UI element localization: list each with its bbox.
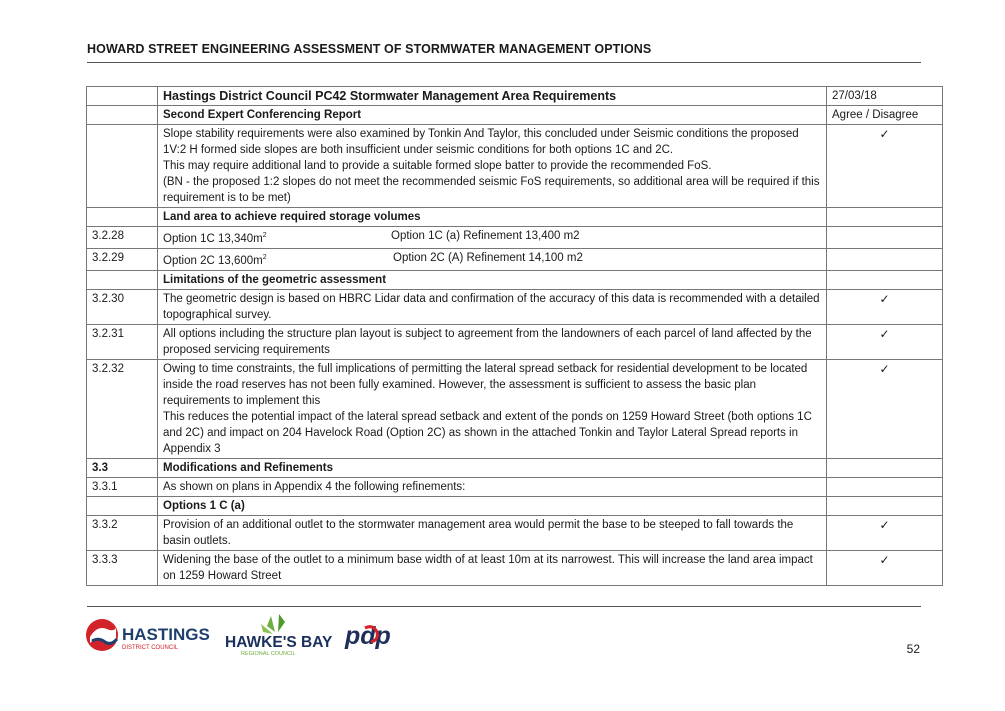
table-title-row [87, 87, 943, 106]
ref-number: 3.3.1 [87, 477, 158, 496]
agree-cell [827, 515, 943, 550]
option-2c-area [158, 248, 827, 270]
row-text: Provision of an additional outlet to the stormwater management area would permit the base to be steeped to fall towards the basin outlets. [158, 515, 827, 550]
agree-cell [827, 125, 943, 208]
table-row [87, 515, 943, 550]
check-mark-icon: ✓ [879, 552, 890, 567]
check-mark-icon: ✓ [879, 517, 890, 532]
ref-number: 3.2.31 [87, 324, 158, 359]
hawkes-bay-regional-council-logo [223, 612, 338, 657]
ref-number: 3.3.2 [87, 515, 158, 550]
ref-number: 3.2.32 [87, 359, 158, 458]
row-text [158, 359, 827, 458]
agree-cell [827, 208, 943, 227]
option-1c-area [158, 227, 827, 249]
agree-cell [827, 289, 943, 324]
modifications-heading: Modifications and Refinements [158, 458, 827, 477]
option-1c-refinement: Option 1C (a) Refinement 13,400 m2 [391, 230, 580, 242]
row-text-para-1: Owing to time constraints, the full implications of permitting the lateral spread setback for residential development to be located inside the road reserves has not been fully examined. However, the assessment is sufficient to assess the basic plan requirements to implement this [163, 362, 808, 407]
ref-number: 3.2.30 [87, 289, 158, 324]
agree-disagree-header: Agree / Disagree [827, 106, 943, 125]
agree-cell [827, 359, 943, 458]
table-row [87, 227, 943, 249]
ref-number: 3.2.28 [87, 227, 158, 249]
page-header-title: HOWARD STREET ENGINEERING ASSESSMENT OF STORMWATER MANAGEMENT OPTIONS [87, 42, 652, 56]
ref-cell [87, 125, 158, 208]
hastings-district-council-logo [85, 615, 210, 657]
agree-cell [827, 324, 943, 359]
table-subtitle: Second Expert Conferencing Report [158, 106, 827, 125]
row-text-para-2: This reduces the potential impact of the lateral spread setback and extent of the ponds on 1259 Howard Street (both options 1C and 2C) and impact on 204 Havelock Road (Option 2C) as shown in the attached Tonkin and Taylor Lateral Spread reports in Appendix 3 [163, 410, 812, 455]
options-1c-a-heading: Options 1 C (a) [158, 496, 827, 515]
hbrc-logo-sub: REGIONAL COUNCIL [241, 651, 296, 657]
hbrc-leaf-icon [267, 616, 275, 632]
slope-stability-text [158, 125, 827, 208]
row-text: All options including the structure plan layout is subject to agreement from the landowners of each parcel of land affected by the proposed servicing requirements [158, 324, 827, 359]
ref-cell [87, 208, 158, 227]
ref-number: 3.3.3 [87, 550, 158, 585]
header-divider [87, 62, 921, 63]
agree-cell [827, 270, 943, 289]
ref-cell [87, 270, 158, 289]
agree-cell [827, 227, 943, 249]
footer-divider [87, 606, 921, 607]
requirements-table [86, 86, 943, 586]
hastings-logo-name: HASTINGS [122, 625, 210, 644]
section-heading-row [87, 458, 943, 477]
section-heading-row [87, 208, 943, 227]
slope-para-3: (BN - the proposed 1:2 slopes do not meet the recommended seismic FoS requirements, so additional area will be required if this requirement is to be met) [163, 176, 820, 204]
pdp-logo [343, 618, 403, 654]
table-row [87, 550, 943, 585]
pdp-logo-text: pdp [345, 622, 391, 650]
table-row [87, 477, 943, 496]
section-heading-row [87, 496, 943, 515]
hbrc-logo-name: HAWKE'S BAY [225, 634, 333, 651]
hastings-logo-sub: DISTRICT COUNCIL [122, 645, 179, 651]
slope-para-2: This may require additional land to provide a suitable formed slope batter to provide the recommended FoS. [163, 160, 712, 172]
table-row [87, 324, 943, 359]
ref-number: 3.3 [87, 458, 158, 477]
table-subtitle-row [87, 106, 943, 125]
row-text: As shown on plans in Appendix 4 the following refinements: [158, 477, 827, 496]
table-row [87, 359, 943, 458]
agree-cell [827, 550, 943, 585]
table-title: Hastings District Council PC42 Stormwater Management Area Requirements [158, 87, 827, 106]
ref-cell [87, 496, 158, 515]
check-mark-icon: ✓ [879, 127, 890, 141]
row-text: The geometric design is based on HBRC Lidar data and confirmation of the accuracy of this data is recommended with a detailed topographical survey. [158, 289, 827, 324]
agree-cell [827, 496, 943, 515]
table-row [87, 248, 943, 270]
row-text: Widening the base of the outlet to a minimum base width of at least 10m at its narrowest. This will increase the land area impact on 1259 Howard Street [158, 550, 827, 585]
option-2c-refinement: Option 2C (A) Refinement 14,100 m2 [393, 251, 583, 264]
check-mark-icon: ✓ [879, 361, 890, 376]
limitations-heading: Limitations of the geometric assessment [158, 270, 827, 289]
hbrc-leaf-icon [278, 614, 285, 632]
agree-cell [827, 248, 943, 270]
ref-number: 3.2.29 [87, 248, 158, 270]
report-date: 27/03/18 [827, 87, 943, 106]
section-heading-row [87, 270, 943, 289]
page-number: 52 [906, 642, 920, 656]
agree-cell [827, 477, 943, 496]
ref-cell [87, 87, 158, 106]
table-row [87, 125, 943, 208]
land-area-heading: Land area to achieve required storage volumes [158, 208, 827, 227]
check-mark-icon: ✓ [879, 291, 890, 306]
table-row [87, 289, 943, 324]
option-2c-value: Option 2C $13,600m^2$ [163, 253, 267, 267]
ref-cell [87, 106, 158, 125]
slope-para-1: Slope stability requirements were also examined by Tonkin And Taylor, this concluded under Seismic conditions the proposed 1V:2 H formed side slopes are both insufficient under seismic conditions for both options 1C and 2C. [163, 128, 799, 156]
agree-cell [827, 458, 943, 477]
option-1c-value: Option 1C $13,340m^2$ [163, 232, 267, 245]
check-mark-icon: ✓ [879, 326, 890, 341]
